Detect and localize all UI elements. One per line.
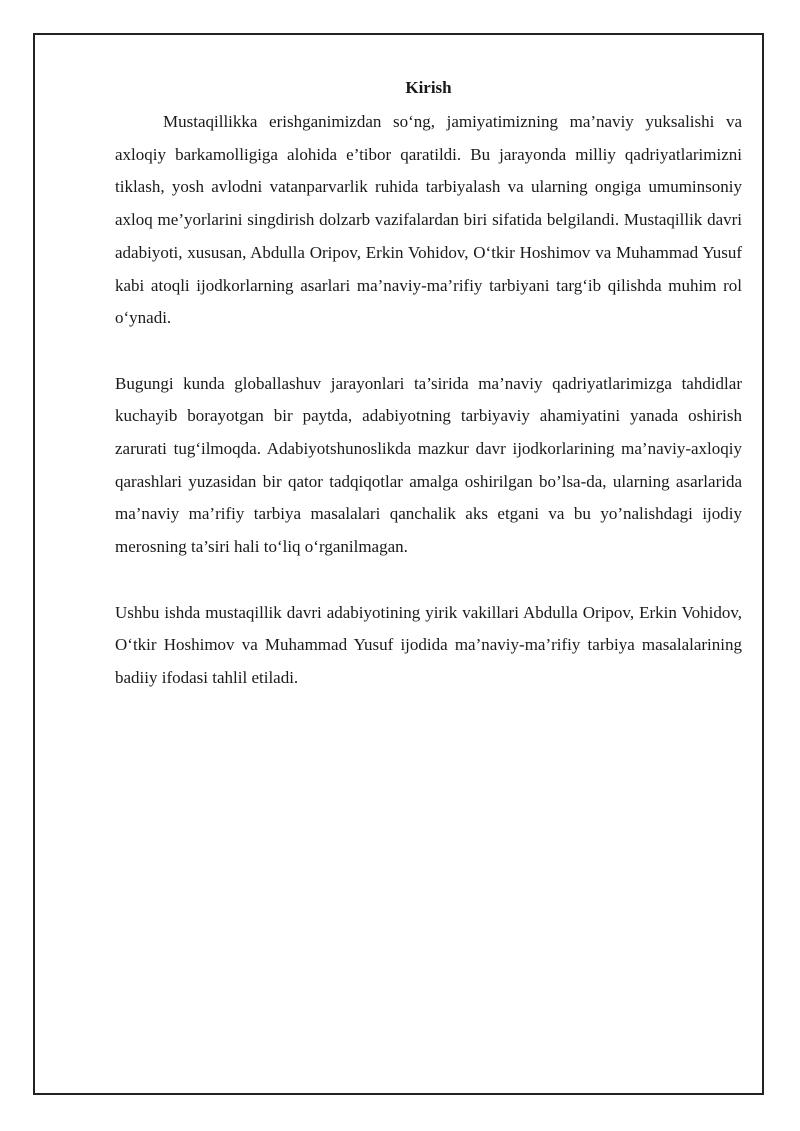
paragraph-3: Ushbu ishda mustaqillik davri adabiyotining yirik vakillari Abdulla Oripov, Erkin Vohidov, O‘tkir Hoshimov va Muhammad Yusuf ijodida ma’naviy-ma’rifiy tarbiya masalalarining badiiy ifodasi tahlil etiladi. — [115, 602, 742, 687]
paragraph-2: Bugungi kunda globallashuv jarayonlari ta’sirida ma’naviy qadriyatlarimizga tahdidlar kuchayib borayotgan bir paytda, adabiyotning tarbiyaviy ahamiyatini yanada oshirish zarurati tug‘ilmoqda. Adabiyotshunoslikda mazkur davr ijodkorlarining ma’naviy-axloqiy qarashlari yuzasidan bir qator tadqiqotlar amalga oshirilgan bo’lsa-da, ularning asarlarida ma’naviy ma’rifiy tarbiya masalalari qanchalik aks etgani va bu yo’nalishdagi ijodiy merosning ta’siri hali to‘liq o‘rganilmagan. — [115, 373, 742, 557]
paragraph-spacer — [115, 564, 742, 597]
document-title: Kirish — [405, 78, 452, 97]
document-body — [115, 74, 742, 695]
paragraph-1: Mustaqillikka erishganimizdan so‘ng, jamiyatimizning ma’naviy yuksalishi va axloqiy barkamolligiga alohida e’tibor qaratildi. Bu jarayonda milliy qadriyatlarimizni tiklash, yosh avlodni vatanparvarlik ruhida tarbiyalash va ularning ongiga umuminsoniy axloq me’yorlarini singdirish dolzarb vazifalardan biri sifatida belgilandi. Mustaqillik davri adabiyoti, xususan, Abdulla Oripov, Erkin Vohidov, O‘tkir Hoshimov va Muhammad Yusuf kabi atoqli ijodkorlarning asarlari ma’naviy-ma’rifiy tarbiyani targ‘ib qilishda muhim rol o‘ynadi. — [115, 112, 742, 328]
paragraph-spacer — [115, 335, 742, 368]
